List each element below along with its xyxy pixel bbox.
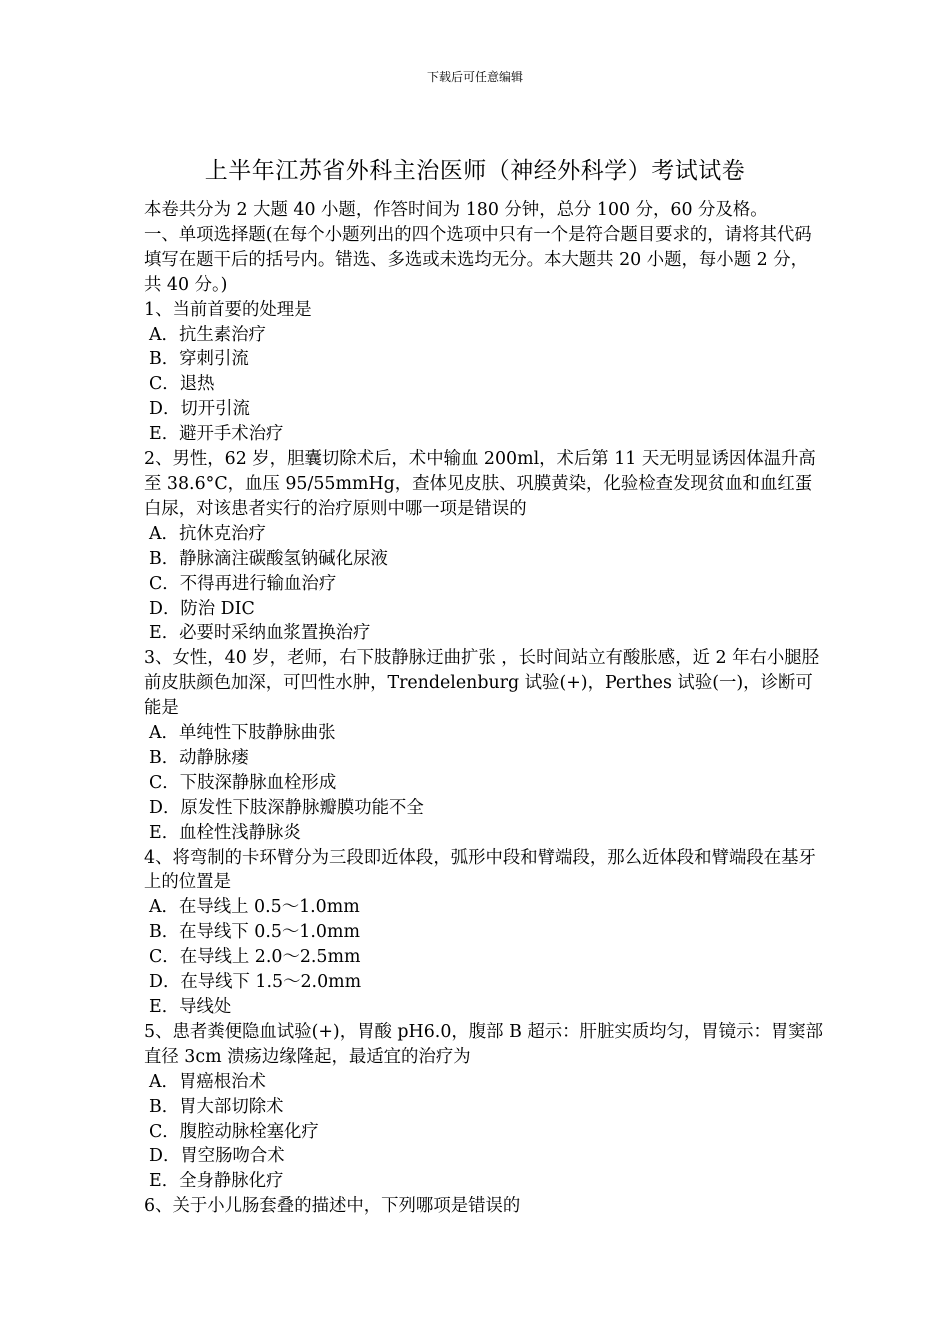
question-stem: 2、男性，62 岁，胆囊切除术后，术中输血 200ml，术后第 11 天无明显诱因体温升高至 38.6°C，血压 95/55mmHg，查体见皮肤、巩膜黄染，化验检查发现贫血和血红蛋白尿，对该患者实行的治疗原则中哪一项是错误的	[144, 449, 816, 519]
question-item	[144, 447, 824, 646]
answer-option: E．避开手术治疗	[149, 424, 284, 445]
page-title: 上半年江苏省外科主治医师（神经外科学）考试试卷	[204, 158, 746, 184]
answer-option: E．必要时采纳血浆置换治疗	[149, 623, 371, 644]
answer-option: E．导线处	[149, 997, 232, 1017]
question-item	[144, 646, 824, 845]
answer-option: A．胃癌根治术	[149, 1071, 266, 1092]
answer-option: D．胃空肠吻合术	[149, 1146, 285, 1167]
question-item	[144, 298, 824, 447]
answer-option: B．动静脉瘘	[149, 747, 249, 768]
answer-option: D．原发性下肢深静脉瓣膜功能不全	[149, 797, 424, 818]
answer-option: C．退热	[149, 374, 215, 395]
header-note: 下载后可任意编辑	[426, 70, 523, 84]
question-item	[144, 1020, 824, 1194]
exam-body	[144, 198, 824, 1219]
answer-option: B．胃大部切除术	[149, 1096, 284, 1117]
answer-option: B．穿刺引流	[149, 349, 249, 370]
section-heading: 一、单项选择题(在每个小题列出的四个选项中只有一个是符合题目要求的，请将其代码填写在题干后的括号内。错选、多选或未选均无分。本大题共 20 小题，每小题 2 分，共 40 分。)	[144, 224, 812, 295]
answer-option: D．切开引流	[149, 399, 250, 420]
question-list	[144, 298, 824, 1220]
question-stem: 6、关于小儿肠套叠的描述中，下列哪项是错误的	[144, 1196, 521, 1217]
answer-option: A．抗生素治疗	[149, 324, 266, 345]
answer-option: A．单纯性下肢静脉曲张	[149, 723, 336, 744]
answer-option: E．全身静脉化疗	[149, 1171, 284, 1192]
exam-intro: 本卷共分为 2 大题 40 小题，作答时间为 180 分钟，总分 100 分，60 分及格。	[144, 200, 768, 220]
answer-option: D．在导线下 1.5～2.0mm	[149, 972, 362, 993]
answer-option: E．血栓性浅静脉炎	[149, 822, 301, 843]
answer-option: A．在导线上 0.5～1.0mm	[149, 897, 360, 918]
answer-option: C．在导线上 2.0～2.5mm	[149, 947, 361, 968]
answer-option: A．抗休克治疗	[149, 523, 266, 544]
question-stem: 4、将弯制的卡环臂分为三段即近体段，弧形中段和臂端段，那么近体段和臂端段在基牙上的位置是	[144, 847, 816, 893]
answer-option: C．不得再进行输血治疗	[149, 573, 337, 594]
question-item	[144, 1194, 824, 1219]
question-stem: 5、患者粪便隐血试验(+)，胃酸 pH6.0，腹部 B 超示：肝脏实质均匀，胃镜示：胃窦部直径 3cm 溃疡边缘隆起，最适宜的治疗为	[144, 1021, 824, 1067]
answer-option: D．防治 DIC	[149, 598, 255, 619]
question-stem: 3、女性，40 岁，老师，右下肢静脉迂曲扩张 ，长时间站立有酸胀感，近 2 年右小腿胫前皮肤颜色加深，可凹性水肿，Trendelenburg 试验(+)，Perthes 试验(一)，诊断可能是	[144, 648, 820, 719]
answer-option: B．静脉滴注碳酸氢钠碱化尿液	[149, 548, 388, 569]
question-item	[144, 846, 824, 1020]
question-stem: 1、当前首要的处理是	[144, 299, 312, 320]
answer-option: C．腹腔动脉栓塞化疗	[149, 1121, 319, 1142]
answer-option: B．在导线下 0.5～1.0mm	[149, 922, 360, 943]
answer-option: C．下肢深静脉血栓形成	[149, 772, 337, 793]
